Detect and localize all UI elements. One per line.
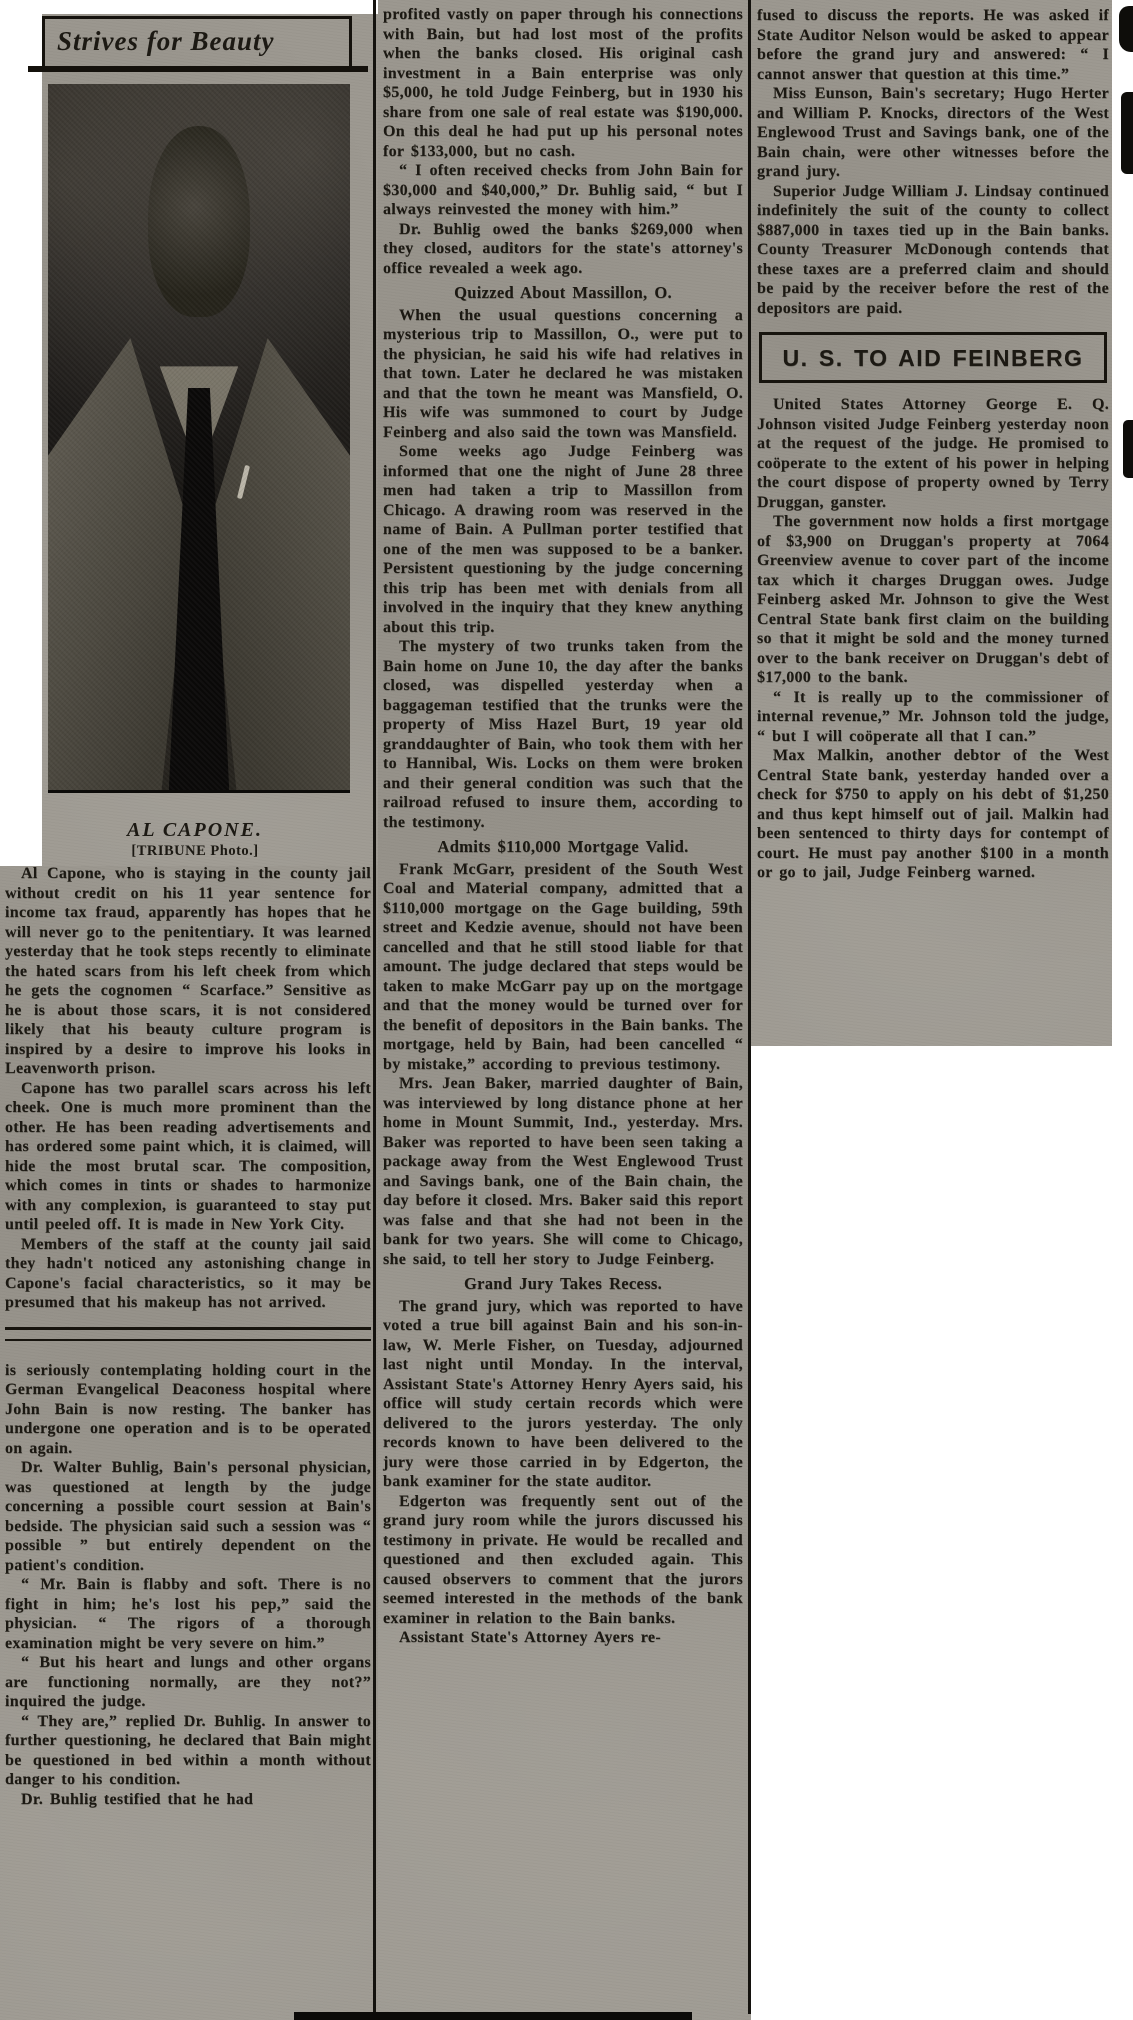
- article-paragraph: When the usual questions concerning a mysterious trip to Massillon, O., were put to the physician, he said his wife had relatives in that town. Later he declared he was mistaken and that the town he meant was Mansfield, O. His wife was summoned to court by Judge Feinberg and also said the town was Mansfield.: [383, 306, 743, 441]
- scan-white-margin-left: [0, 0, 42, 866]
- article-paragraph: Assistant State's Attorney Ayers re-: [399, 1629, 661, 1646]
- article-paragraph: Edgerton was frequently sent out of the grand jury room while the jurors discussed his testimony in private. He would be recalled and questioned and then excluded again. This caused observers to comment that the jurors seemed interested in the methods of the bank examiner in relation to the Bain banks.: [383, 1492, 743, 1627]
- column-rule-middle-right: [748, 0, 751, 2014]
- cut-off-text-fragment: [1119, 6, 1133, 52]
- article-paragraph: Superior Judge William J. Lindsay continued indefinitely the suit of the county to collect $887,000 in taxes tied up in the Bain banks. County Treasurer McDonough contends that these taxes are a preferred claim and should be paid by the receiver before the rest of the depositors are paid.: [757, 182, 1109, 317]
- column-rule-left-middle: [373, 0, 376, 2020]
- article-paragraph: Max Malkin, another debtor of the West Central State bank, yesterday handed over a check for $750 to apply on his debt of $1,250 and thus kept himself out of jail. Malkin had been sentenced to thirty days for contempt of court. He must pay another $100 in a month or go to jail, Judge Feinberg warned.: [757, 747, 1109, 881]
- scan-edge-bar: [294, 2012, 692, 2020]
- cut-off-text-fragment: [1121, 92, 1133, 174]
- article-paragraph: The mystery of two trunks taken from the Bain home on June 10, the day after the banks closed, was dispelled yesterday when a baggageman testified that the trunks were the property of Miss Hazel Burt, 19 year old granddaughter of Bain, who took them with her to Hannibal, Wis. Locks on them were broken and their general condition was such that the railroad refused to insure them, according to the testimony.: [383, 638, 743, 831]
- article-paragraph: “ But his heart and lungs and other organs are functioning normally, are they not?” inquired the judge.: [5, 1654, 371, 1710]
- article-paragraph: United States Attorney George E. Q. Johnson visited Judge Feinberg yesterday noon at the request of the judge. He promised to coöperate to the extent of his power in helping the court dispose of property owned by Terry Druggan, ganster.: [757, 396, 1109, 511]
- photo-caption-title: AL CAPONE.: [127, 819, 263, 841]
- article-paragraph: Miss Eunson, Bain's secretary; Hugo Herter and William P. Knocks, directors of the West Englewood Trust and Savings bank, one of the Bain chain, were other witnesses before the grand jury.: [757, 85, 1109, 180]
- article-paragraph: Mrs. Jean Baker, married daughter of Bain, was interviewed by long distance phone at her home in Mount Summit, Ind., yesterday. Mrs. Baker was reported to have been seen taking a package away from the West Englewood Trust and Savings bank, one of the Bain chain, the day before it closed. Mrs. Baker said this report was false and that she had not been in the bank for two years. She will come to Chicago, she said, to tell her story to Judge Feinberg.: [383, 1075, 744, 1268]
- headline-box: [42, 16, 352, 66]
- article-paragraph: Dr. Walter Buhlig, Bain's personal physician, was questioned at length by the judge concerning a possible court session at Bain's bedside. The physician said such a session was “ possible ” but entirely dependent on the patient's condition.: [5, 1459, 371, 1574]
- right-column-text: [757, 6, 1109, 883]
- article-paragraph: Dr. Buhlig testified that he had: [21, 1790, 254, 1808]
- scan-white-margin-right: [1112, 0, 1133, 2020]
- photo-caption-credit: [TRIBUNE Photo.]: [131, 843, 259, 859]
- article-paragraph: fused to discuss the reports. He was asked if State Auditor Nelson would be asked to appear before the grand jury and answered: “ I cannot answer that question at this time.”: [757, 7, 1109, 83]
- section-subhead: Admits $110,000 Mortgage Valid.: [437, 837, 689, 856]
- left-column-text: [5, 864, 371, 1809]
- article-paragraph: “ It is really up to the commissioner of internal revenue,” Mr. Johnson told the judge, “ but I will coöperate all that I can.”: [757, 688, 1109, 745]
- section-subhead: Grand Jury Takes Recess.: [463, 1274, 663, 1293]
- article-headline: Strives for Beauty: [57, 26, 275, 56]
- article-paragraph: Some weeks ago Judge Feinberg was informed that one the night of June 28 three men had taken a trip to Massillon from Chicago. A drawing room was reserved in the name of Bain. A Pullman porter testified that one of the men was supposed to be a banker. Persistent questioning by the judge concerning this trip has been met with denials from all involved in the inquiry that they knew anything about this trip.: [383, 443, 743, 636]
- article-paragraph: Dr. Buhlig owed the banks $269,000 when they closed, auditors for the state's attorney's office revealed a week ago.: [383, 220, 743, 277]
- al-capone-photo: [48, 84, 350, 793]
- article-paragraph: “ They are,” replied Dr. Buhlig. In answer to further questioning, he declared that Bain might be questioned in bed within a month without danger to his condition.: [5, 1712, 371, 1788]
- middle-column-text: [383, 5, 743, 1648]
- section-subhead: Quizzed About Massillon, O.: [454, 283, 672, 302]
- boxed-headline: U. S. TO AID FEINBERG: [759, 332, 1107, 383]
- article-paragraph: is seriously contemplating holding court in the German Evangelical Deaconess hospital where John Bain is now resting. The banker has undergone one operation and is to be operated on again.: [5, 1361, 371, 1457]
- article-paragraph: profited vastly on paper through his connections with Bain, but had lost most of the profits when the banks closed. His original cash investment in a Bain enterprise was only $5,000, he told Judge Feinberg, but in 1930 his share from one sale of real estate was $190,000. On this deal he had put up his personal notes for $133,000, but no cash.: [383, 6, 743, 160]
- photo-caption: [40, 818, 350, 860]
- cut-off-text-fragment: [1123, 420, 1133, 478]
- article-paragraph: Frank McGarr, president of the South West Coal and Material company, admitted that a $110,000 mortgage on the Gage building, 59th street and Kedzie avenue, should not have been cancelled and that he still stood liable for that amount. The judge declared that steps would be taken to make McGarr pay up on the mortgage and that the money would be turned over for the benefit of depositors in the Bain banks. The mortgage, held by Bain, had been cancelled “ by mistake,” according to previous testimony.: [383, 860, 743, 1073]
- photo-halftone-grain: [48, 84, 350, 790]
- column-divider: [5, 1327, 371, 1341]
- article-paragraph: “ Mr. Bain is flabby and soft. There is no fight in him; he's lost his pep,” said the physician. “ The rigors of a thorough examination might be very severe on him.”: [5, 1576, 371, 1652]
- article-paragraph: The grand jury, which was reported to have voted a true bill against Bain and his son-in-law, W. Merle Fisher, on Tuesday, adjourned last night until Monday. In the interval, Assistant State's Attorney Henry Ayers said, his office will study certain records which were delivered to the jurors yesterday. The only records known to have been delivered to the jury were those carried in by Edgerton, the bank examiner for the state auditor.: [383, 1297, 743, 1490]
- article-paragraph: Capone has two parallel scars across his left cheek. One is much more prominent than the other. He has been reading advertisements and has ordered some paint which, it is claimed, will hide the most brutal scar. The composition, which comes in tints or shades to harmonize with any complexion, is guaranteed to stay put until peeled off. It is made in New York City.: [5, 1079, 371, 1233]
- article-paragraph: The government now holds a first mortgage of $3,900 on Druggan's property at 7064 Greenview avenue to cover part of the income tax which it charges Druggan owes. Judge Feinberg asked Mr. Johnson to give the West Central State bank first claim on the building so that it might be sold and the money turned over to the bank receiver on Druggan's debt of $17,000 to the bank.: [757, 513, 1109, 686]
- article-paragraph: Al Capone, who is staying in the county jail without credit on his 11 year sentence for income tax fraud, apparently has hopes that he will never go to the penitentiary. It was learned yesterday that he took steps recently to eliminate the hated scars from his left cheek from which he gets the cognomen “ Scarface.” Sensitive as he is about those scars, it is not considered likely that his beauty culture program is inspired by a desire to improve his looks in Leavenworth prison.: [5, 865, 371, 1077]
- headline-underline-rule: [28, 66, 368, 72]
- article-paragraph: “ I often received checks from John Bain for $30,000 and $40,000,” Dr. Buhlig said, “ but I always reinvested the money with him.”: [383, 162, 743, 218]
- scan-white-margin-bottom-right: [751, 1046, 1133, 2020]
- scan-white-margin-top: [0, 0, 373, 14]
- article-paragraph: Members of the staff at the county jail said they hadn't noticed any astonishing change in Capone's facial characteristics, so it may be presumed that his makeup has not arrived.: [5, 1235, 371, 1311]
